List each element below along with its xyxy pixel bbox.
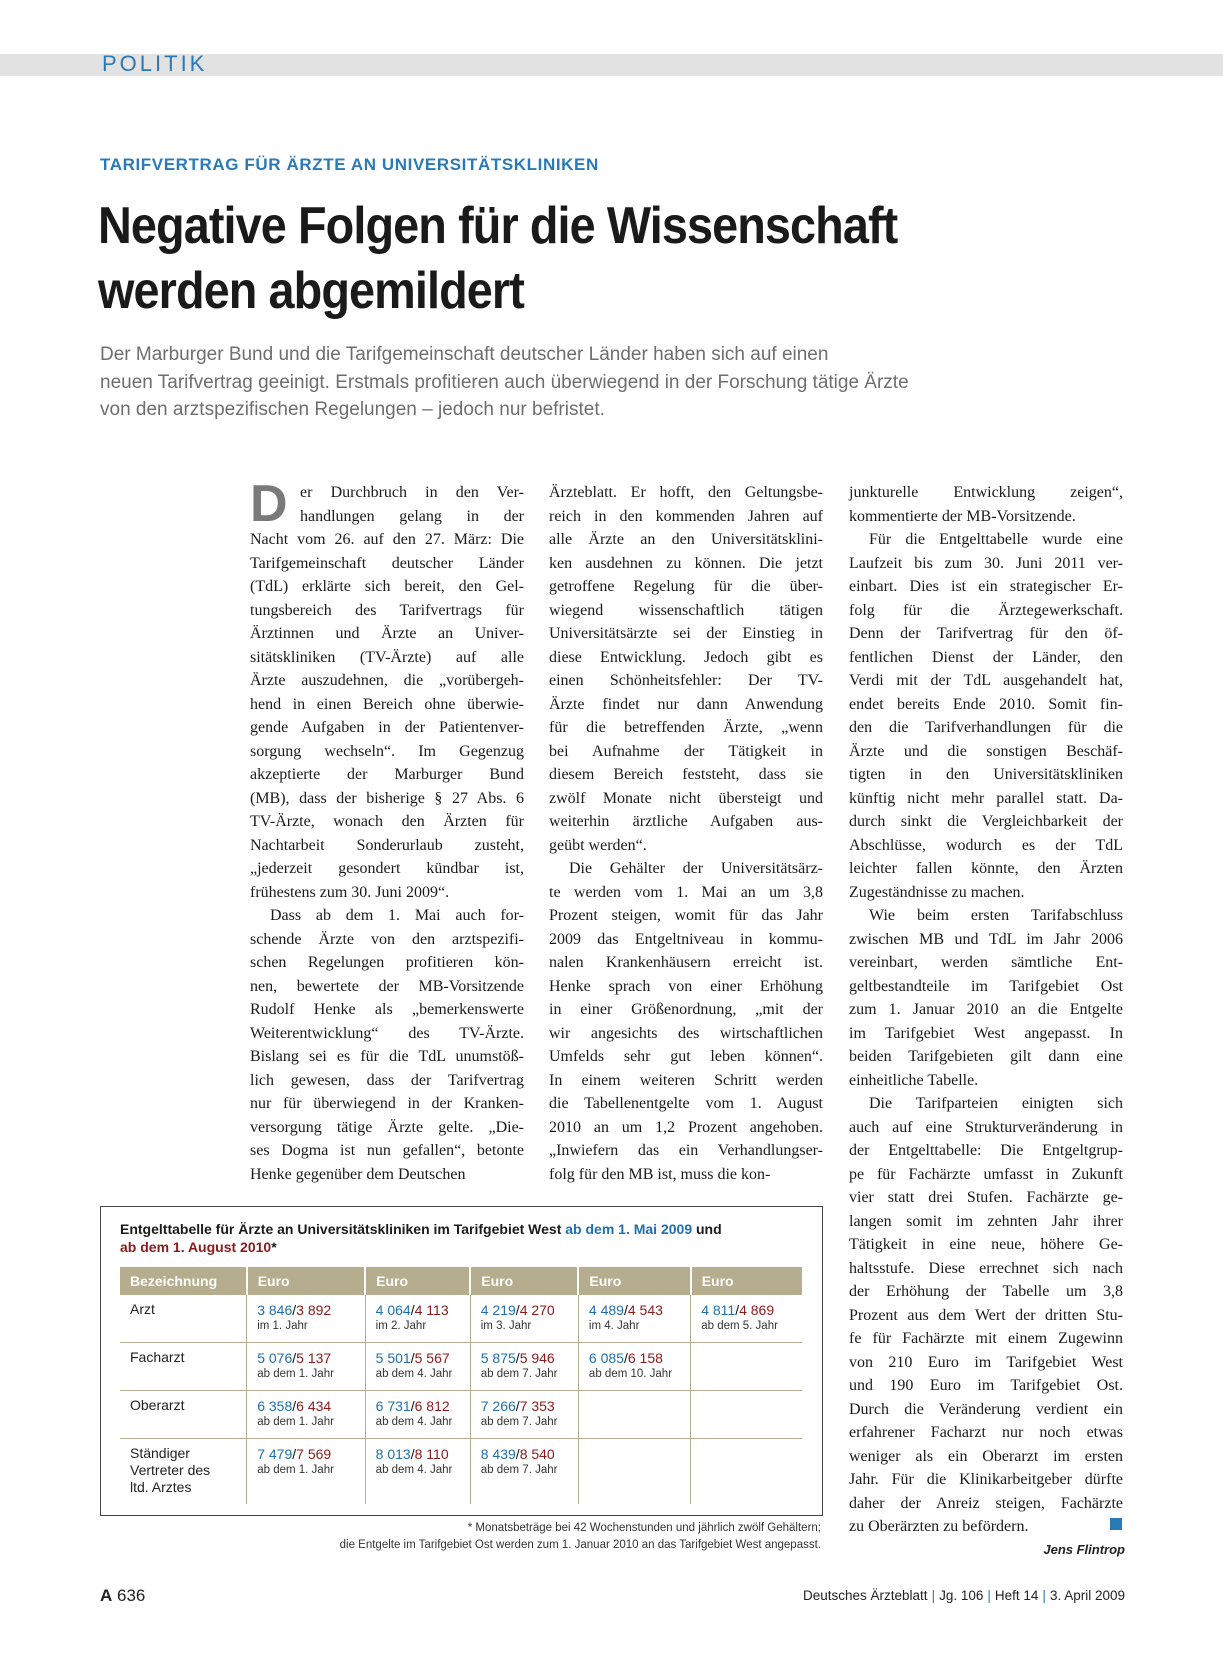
body-line: getroffene Regelung für die über- xyxy=(549,578,823,595)
salary-2010: 4 869 xyxy=(739,1302,775,1318)
experience-note: im 2. Jahr xyxy=(375,1320,427,1332)
body-line: kommentierte der MB-Vorsitzende. xyxy=(849,507,1076,525)
article-end-mark xyxy=(1110,1518,1122,1530)
column-header: Euro xyxy=(578,1267,690,1295)
body-line: gende Aufgaben in der Patientenver- xyxy=(250,719,524,736)
table-header-row xyxy=(120,1267,802,1295)
salary-2009: 6 085 xyxy=(588,1350,624,1366)
table-cell xyxy=(247,1343,365,1391)
salary-2010: 6 434 xyxy=(296,1398,332,1414)
body-line: Abschlüsse, wodurch es der TdL xyxy=(849,836,1123,854)
body-line: geübt werden“. xyxy=(549,836,647,854)
salary-2010: 5 946 xyxy=(519,1350,555,1366)
table-cell xyxy=(691,1439,802,1505)
salary-2010: 4 543 xyxy=(627,1302,663,1318)
issue-date: 3. April 2009 xyxy=(1049,1588,1125,1603)
value-separator: / xyxy=(410,1398,415,1414)
salary-2009: 5 875 xyxy=(480,1350,516,1366)
body-line: „Inwiefern das ein Verhandlungser- xyxy=(549,1142,823,1159)
body-line: für die betreffenden Ärzte, „wenn xyxy=(549,719,823,736)
body-line: durch sinkt die Vergleichbarkeit der xyxy=(849,813,1123,830)
body-column-3 xyxy=(849,481,1123,1539)
body-line: te werden vom 1. Mai an um 3,8 xyxy=(549,883,823,901)
body-line: Prozent aus dem Wert der dritten Stu- xyxy=(849,1306,1123,1324)
value-separator: / xyxy=(515,1302,520,1318)
footnote-line: die Entgelte im Tarifgebiet Ost werden zum 1. Januar 2010 an das Tarifgebiet West angepasst. xyxy=(339,1539,821,1551)
body-line: Nachtarbeit Sonderurlaub zusteht, xyxy=(250,836,524,854)
body-line: Die Gehälter der Universitätsärz- xyxy=(569,860,823,877)
body-line: Die Tarifparteien einigten sich xyxy=(869,1095,1123,1112)
body-line: lich gewesen, dass der Tarifvertrag xyxy=(250,1071,524,1089)
body-line: Universitätsärzte sei der Einstieg in xyxy=(549,625,823,642)
salary-2010: 7 569 xyxy=(296,1446,332,1462)
section-label: POLITIK xyxy=(102,51,208,76)
body-line: Ärzte auszudehnen, die „vorübergeh- xyxy=(250,672,524,689)
salary-2009: 6 731 xyxy=(375,1398,411,1414)
salary-2010: 7 353 xyxy=(519,1398,555,1414)
salary-2009: 4 219 xyxy=(480,1302,516,1318)
body-line: Dass ab dem 1. Mai auch for- xyxy=(270,907,524,924)
row-label: Facharzt xyxy=(120,1343,247,1391)
body-line: handlungen gelang in der xyxy=(300,507,524,525)
body-line: ses Dogma ist nun gefallen“, betonte xyxy=(250,1142,524,1159)
experience-note: ab dem 7. Jahr xyxy=(480,1368,558,1380)
body-line: haltsstufe. Diese errechnet sich nach xyxy=(849,1259,1123,1277)
issue: Heft 14 xyxy=(994,1588,1039,1603)
row-label-line: Vertreter des xyxy=(130,1462,211,1478)
table-row xyxy=(120,1295,802,1343)
row-label xyxy=(120,1439,247,1505)
table-body xyxy=(120,1295,802,1504)
page-number-value: 636 xyxy=(117,1586,146,1605)
salary-value xyxy=(589,1349,680,1367)
body-line: endet bereits Ende 2010. Somit fin- xyxy=(849,695,1123,713)
body-line: künftig nicht mehr parallel statt. Da- xyxy=(849,789,1123,807)
table-cell xyxy=(247,1391,365,1439)
salary-table-box xyxy=(100,1206,823,1516)
body-line: akzeptierte der Marburger Bund xyxy=(250,766,524,783)
column-header: Euro xyxy=(365,1267,470,1295)
salary-value xyxy=(589,1301,680,1319)
salary-value xyxy=(481,1445,568,1463)
body-line: fe für Fachärzte mit einem Zugewinn xyxy=(849,1330,1123,1347)
body-line: 2010 an um 1,2 Prozent angehoben. xyxy=(549,1118,823,1136)
table-cell xyxy=(578,1295,690,1343)
body-line: Bislang sei es für die TdL unumstöß- xyxy=(250,1048,524,1065)
body-line: Umfelds sehr gut leben können“. xyxy=(549,1048,823,1065)
body-line: zu Oberärzten zu befördern. xyxy=(849,1518,1029,1535)
value-separator: / xyxy=(292,1350,297,1366)
publication-name: Deutsches Ärzteblatt xyxy=(803,1588,928,1603)
value-separator: / xyxy=(515,1350,520,1366)
body-line: In einem weiteren Schritt werden xyxy=(549,1071,823,1089)
salary-2009: 6 358 xyxy=(257,1398,293,1414)
salary-2010: 4 270 xyxy=(519,1302,555,1318)
table-footnote xyxy=(340,1520,821,1554)
body-line: erfahrener Facharzt nur noch etwas xyxy=(849,1424,1123,1441)
body-line: reich in den kommenden Jahren auf xyxy=(549,507,823,525)
salary-2010: 6 812 xyxy=(414,1398,450,1414)
salary-2009: 4 811 xyxy=(701,1302,736,1318)
salary-2010: 6 158 xyxy=(627,1350,663,1366)
footnote-line: * Monatsbeträge bei 42 Wochenstunden und jährlich zwölf Gehältern; xyxy=(467,1522,821,1534)
table-cell xyxy=(470,1391,578,1439)
value-separator: / xyxy=(623,1302,628,1318)
table-cell xyxy=(691,1391,802,1439)
salary-2010: 3 892 xyxy=(296,1302,332,1318)
body-line: sorgung wechseln“. Im Gegenzug xyxy=(250,742,524,760)
body-line: wiegend wissenschaftlich tätigen xyxy=(549,601,823,619)
body-line: nur für überwiegend in der Kranken- xyxy=(250,1095,524,1112)
salary-2009: 8 439 xyxy=(480,1446,516,1462)
experience-note: im 4. Jahr xyxy=(588,1320,640,1332)
salary-2009: 4 489 xyxy=(588,1302,624,1318)
experience-note: ab dem 1. Jahr xyxy=(257,1464,334,1476)
body-line: fentlichen Dienst der Länder, den xyxy=(849,648,1123,666)
body-line: (TdL) erklärte sich bereit, den Gel- xyxy=(250,578,524,595)
table-row xyxy=(120,1343,802,1391)
separator: | xyxy=(931,1588,936,1603)
body-line: daher der Anreiz steigen, Fachärzte xyxy=(849,1494,1123,1512)
body-line: Ärzte findet nur dann Anwendung xyxy=(549,695,823,713)
body-line: und 190 Euro im Tarifgebiet Ost. xyxy=(849,1377,1123,1394)
salary-2009: 4 064 xyxy=(375,1302,411,1318)
column-header: Euro xyxy=(247,1267,365,1295)
salary-2010: 5 137 xyxy=(296,1350,332,1366)
lead-line: neuen Tarifvertrag geeinigt. Erstmals profitieren auch überwiegend in der Forschung tätige Ärzte xyxy=(100,371,909,393)
body-line: leichter fallen könnte, den Ärzten xyxy=(849,860,1123,877)
salary-value xyxy=(257,1349,354,1367)
value-separator: / xyxy=(515,1446,520,1462)
table-cell xyxy=(578,1343,690,1391)
body-line: versorgung tätige Ärzte gelte. „Die- xyxy=(250,1118,524,1136)
salary-table xyxy=(120,1267,802,1504)
body-line: schen Regelungen profitieren kön- xyxy=(250,954,524,971)
table-cell xyxy=(365,1439,470,1505)
value-separator: / xyxy=(292,1398,297,1414)
salary-value xyxy=(376,1349,460,1367)
body-line: 2009 das Entgeltniveau in kommu- xyxy=(549,930,823,948)
body-line: zwölf Monate nicht übersteigt und xyxy=(549,789,823,807)
body-line: weniger als ein Oberarzt im ersten xyxy=(849,1447,1123,1465)
masthead xyxy=(803,1588,1125,1603)
body-line: (MB), dass der bisherige § 27 Abs. 6 xyxy=(250,789,524,807)
table-cell xyxy=(470,1343,578,1391)
body-line: Ärzte und die sonstigen Beschäf- xyxy=(849,742,1123,760)
body-line: geltbestandteile im Tarifgebiet Ost xyxy=(849,977,1123,995)
salary-value xyxy=(376,1445,460,1463)
table-title-date-west: ab dem 1. Mai 2009 xyxy=(565,1221,693,1237)
body-line: einen Schönheitsfehler: Der TV- xyxy=(549,672,823,689)
body-line: Tarifgemeinschaft deutscher Länder xyxy=(250,554,524,572)
body-line: zum 1. Januar 2010 an die Entgelte xyxy=(849,1001,1123,1018)
page-number xyxy=(100,1586,145,1606)
body-line: wir angesichts des wirtschaftlichen xyxy=(549,1024,823,1042)
table-cell xyxy=(365,1295,470,1343)
body-line: Denn der Tarifvertrag für den öf- xyxy=(849,625,1123,642)
row-label: Arzt xyxy=(120,1295,247,1343)
body-line: weiterhin ärztliche Aufgaben aus- xyxy=(549,813,823,830)
value-separator: / xyxy=(292,1446,297,1462)
page-letter: A xyxy=(100,1586,113,1605)
value-separator: / xyxy=(410,1350,415,1366)
body-line: zwischen MB und TdL im Jahr 2006 xyxy=(849,930,1123,948)
body-line: ken ausdehnen zu können. Die jetzt xyxy=(549,554,823,572)
experience-note: ab dem 10. Jahr xyxy=(588,1368,673,1380)
body-line: Jahr. Für die Klinikarbeitgeber dürfte xyxy=(849,1471,1123,1488)
body-line: Wie beim ersten Tarifabschluss xyxy=(869,907,1123,924)
body-line: frühestens zum 30. Juni 2009“. xyxy=(250,883,450,901)
salary-2009: 3 846 xyxy=(257,1302,293,1318)
body-line: von 210 Euro im Tarifgebiet West xyxy=(849,1353,1123,1371)
body-line: TV-Ärzte, wonach den Ärzten für xyxy=(250,813,524,830)
body-line: tungsbereich des Tarifvertrags für xyxy=(250,601,524,619)
salary-2010: 5 567 xyxy=(414,1350,450,1366)
body-line: Durch die Veränderung verdient ein xyxy=(849,1400,1123,1418)
body-line: diese Entwicklung. Jedoch gibt es xyxy=(549,648,823,666)
body-line: Ärztinnen und Ärzte an Univer- xyxy=(250,625,524,642)
row-label: Oberarzt xyxy=(120,1391,247,1439)
body-line: schende Ärzte von den arztspezifi- xyxy=(250,930,524,948)
table-title-and: und xyxy=(692,1221,722,1237)
salary-value xyxy=(481,1301,568,1319)
table-cell xyxy=(470,1295,578,1343)
article-lead xyxy=(100,341,1140,424)
body-column-2 xyxy=(549,481,823,1186)
body-line: die Tabellenentgelte vom 1. August xyxy=(549,1095,823,1112)
table-cell xyxy=(247,1439,365,1505)
salary-2009: 5 501 xyxy=(375,1350,411,1366)
separator: | xyxy=(987,1588,991,1603)
body-line: langen somit im zehnten Jahr ihrer xyxy=(849,1212,1123,1230)
salary-2010: 4 113 xyxy=(414,1302,449,1318)
salary-value xyxy=(376,1397,460,1415)
body-line: der Entgelttabelle: Die Entgeltgrup- xyxy=(849,1142,1123,1159)
row-label-line: ltd. Arztes xyxy=(130,1479,192,1495)
article-headline xyxy=(98,194,1034,324)
table-row xyxy=(120,1391,802,1439)
body-line: Henke sprach von einer Erhöhung xyxy=(549,977,823,995)
salary-value xyxy=(481,1397,568,1415)
salary-value xyxy=(257,1397,354,1415)
salary-2010: 8 540 xyxy=(519,1446,555,1462)
body-line: Tätigkeit in eine neue, höhere Ge- xyxy=(849,1236,1123,1253)
salary-2009: 5 076 xyxy=(257,1350,293,1366)
body-line: folg für die Ärztegewerkschaft. xyxy=(849,601,1123,619)
table-cell xyxy=(578,1439,690,1505)
table-cell xyxy=(365,1391,470,1439)
body-line: in einer Größenordnung, „mit der xyxy=(549,1001,823,1018)
body-line: bei Aufnahme der Tätigkeit in xyxy=(549,742,823,760)
body-line: „jederzeit gesondert kündbar ist, xyxy=(250,860,524,877)
experience-note: im 3. Jahr xyxy=(480,1320,532,1332)
table-cell xyxy=(247,1295,365,1343)
salary-value xyxy=(701,1301,792,1319)
body-line: Verdi mit der TdL ausgehandelt hat, xyxy=(849,672,1123,689)
table-title-asterisk: * xyxy=(271,1239,277,1255)
column-header: Euro xyxy=(470,1267,578,1295)
body-line: er Durchbruch in den Ver- xyxy=(300,484,524,501)
body-line: Nacht vom 26. auf den 27. März: Die xyxy=(250,531,524,548)
body-line: Weiterentwicklung“ des TV-Ärzte. xyxy=(250,1024,524,1042)
salary-value xyxy=(257,1445,354,1463)
body-line: einheitliche Tabelle. xyxy=(849,1071,979,1089)
value-separator: / xyxy=(735,1302,740,1318)
body-line: der Erhöhung der Tabelle um 3,8 xyxy=(849,1283,1123,1300)
table-cell xyxy=(691,1295,802,1343)
experience-note: ab dem 1. Jahr xyxy=(257,1416,334,1428)
body-line: tigten in den Universitätskliniken xyxy=(849,766,1123,783)
experience-note: ab dem 7. Jahr xyxy=(480,1464,558,1476)
lead-line: von den arztspezifischen Regelungen – jedoch nur befristet. xyxy=(100,399,605,420)
experience-note: ab dem 7. Jahr xyxy=(480,1416,558,1428)
experience-note: ab dem 1. Jahr xyxy=(257,1368,334,1380)
table-cell xyxy=(365,1343,470,1391)
body-line: Laufzeit bis zum 30. Juni 2011 ver- xyxy=(849,554,1123,572)
body-line: Für die Entgelttabelle wurde eine xyxy=(869,531,1123,548)
body-line: folg für den MB ist, muss die kon- xyxy=(549,1165,771,1183)
body-line: Henke gegenüber dem Deutschen xyxy=(250,1165,466,1183)
body-line: nalen Krankenhäusern erreicht ist. xyxy=(549,954,823,971)
separator: | xyxy=(1042,1588,1046,1603)
salary-2009: 7 266 xyxy=(480,1398,516,1414)
experience-note: im 1. Jahr xyxy=(257,1320,308,1332)
body-line: pe für Fachärzte umfasst in Zukunft xyxy=(849,1165,1123,1183)
body-line: Rudolf Henke als „bemerkenswerte xyxy=(250,1001,524,1018)
value-separator: / xyxy=(410,1302,415,1318)
column-header: Bezeichnung xyxy=(120,1267,247,1295)
article-kicker: TARIFVERTRAG FÜR ÄRZTE AN UNIVERSITÄTSKLINIKEN xyxy=(100,155,599,174)
body-column-1 xyxy=(250,475,524,1186)
body-line: vier statt drei Stufen. Fachärzte ge- xyxy=(849,1189,1123,1206)
author-name: Jens Flintrop xyxy=(1043,1542,1125,1557)
experience-note: ab dem 4. Jahr xyxy=(375,1368,453,1380)
salary-value xyxy=(376,1301,460,1319)
table-cell xyxy=(470,1439,578,1505)
body-line: beiden Tarifgebieten gilt dann eine xyxy=(849,1048,1123,1065)
body-line: auch auf eine Strukturveränderung in xyxy=(849,1118,1123,1136)
salary-2010: 8 110 xyxy=(414,1446,449,1462)
experience-note: ab dem 4. Jahr xyxy=(375,1416,453,1428)
body-line: Ärzteblatt. Er hofft, den Geltungsbe- xyxy=(549,484,823,501)
value-separator: / xyxy=(515,1398,520,1414)
table-row xyxy=(120,1439,802,1505)
body-line: im Tarifgebiet West angepasst. In xyxy=(849,1024,1123,1042)
value-separator: / xyxy=(623,1350,628,1366)
body-line: sitätskliniken (TV-Ärzte) auf alle xyxy=(250,648,524,666)
value-separator: / xyxy=(410,1446,415,1462)
table-title xyxy=(120,1220,800,1256)
volume: Jg. 106 xyxy=(939,1588,984,1603)
body-line: hend in einen Bereich ohne überwie- xyxy=(250,695,524,713)
body-line: einbart. Dies ist ein strategischer Er- xyxy=(849,578,1123,595)
headline-line: Negative Folgen für die Wissenschaft xyxy=(98,197,898,255)
body-line: junkturelle Entwicklung zeigen“, xyxy=(849,484,1123,501)
body-line: nen, bewertete der MB-Vorsitzende xyxy=(250,977,524,995)
salary-2009: 7 479 xyxy=(257,1446,293,1462)
lead-line: Der Marburger Bund und die Tarifgemeinschaft deutscher Länder haben sich auf einen xyxy=(100,344,829,365)
body-line: Zugeständnisse zu machen. xyxy=(849,883,1025,901)
body-line: alle Ärzte an den Universitätsklini- xyxy=(549,531,823,548)
table-title-date-2010: ab dem 1. August 2010 xyxy=(120,1239,272,1255)
body-line: vereinbart, werden sämtliche Ent- xyxy=(849,954,1123,971)
body-line: diesem Bereich feststeht, dass sie xyxy=(549,766,823,783)
row-label-line: Ständiger xyxy=(130,1445,190,1461)
body-line: den die Tarifverhandlungen für die xyxy=(849,719,1123,736)
salary-value xyxy=(481,1349,568,1367)
value-separator: / xyxy=(292,1302,297,1318)
headline-line: werden abgemildert xyxy=(98,262,524,320)
experience-note: ab dem 5. Jahr xyxy=(701,1320,778,1332)
salary-value xyxy=(257,1301,354,1319)
drop-cap: D xyxy=(250,475,288,533)
table-cell xyxy=(578,1391,690,1439)
body-line: Prozent steigen, womit für das Jahr xyxy=(549,907,823,924)
table-cell xyxy=(691,1343,802,1391)
salary-2009: 8 013 xyxy=(375,1446,411,1462)
table-title-text: Entgelttabelle für Ärzte an Universitätskliniken im Tarifgebiet West xyxy=(120,1221,566,1237)
column-header: Euro xyxy=(691,1267,802,1295)
experience-note: ab dem 4. Jahr xyxy=(375,1464,453,1476)
